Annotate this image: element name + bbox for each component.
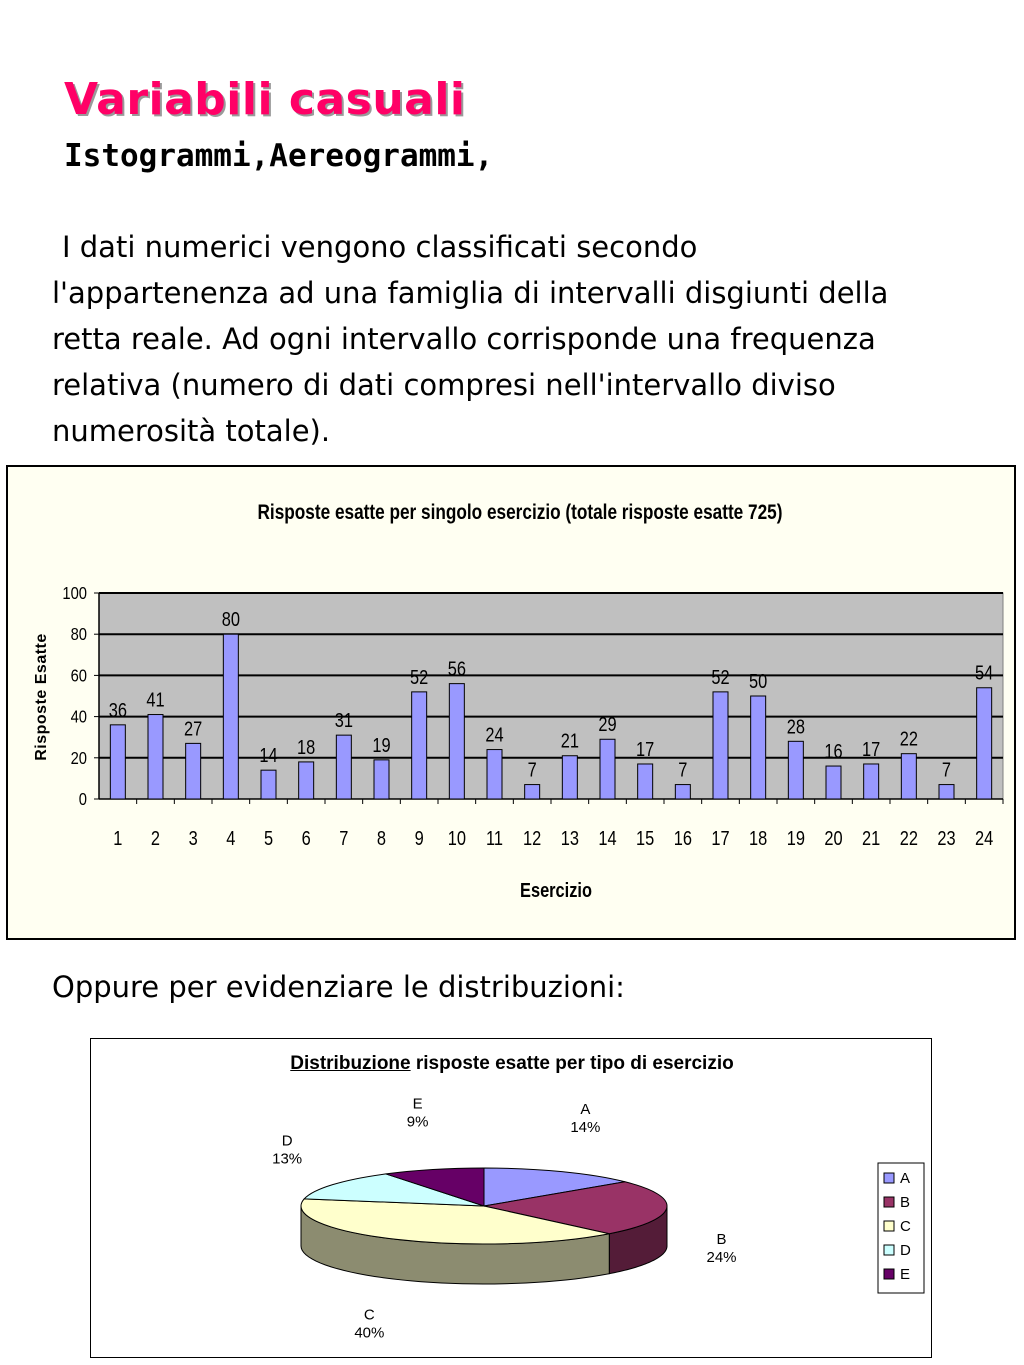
bar (299, 762, 314, 799)
bar (487, 750, 502, 799)
bar (864, 764, 879, 799)
intro-line: retta reale. Ad ogni intervallo corrisponde una frequenza (52, 322, 876, 356)
bar-data-label: 80 (221, 607, 240, 631)
pie-slice-percent: 9% (406, 1113, 429, 1131)
pie-slice-label: C (363, 1306, 375, 1324)
bar (412, 692, 427, 799)
bar (223, 634, 238, 799)
x-tick-label: 16 (673, 826, 692, 850)
bar-data-label: 18 (297, 735, 316, 759)
x-tick-label: 1 (113, 826, 123, 850)
intro-line: l'appartenenza ad una famiglia di intervalli disgiunti della (52, 276, 889, 310)
y-tick-label: 20 (70, 748, 87, 769)
bar-data-label: 24 (485, 722, 504, 746)
bar-data-label: 22 (899, 727, 918, 751)
legend-swatch (884, 1245, 894, 1255)
bar-data-label: 7 (941, 757, 952, 781)
bar (336, 735, 351, 799)
legend-label: E (900, 1266, 911, 1283)
bar-data-label: 17 (636, 737, 655, 761)
pie-slice-percent: 13% (272, 1150, 303, 1168)
pie-slice-label: E (412, 1095, 423, 1113)
bar (449, 684, 464, 799)
x-tick-label: 3 (188, 826, 198, 850)
bar (562, 756, 577, 799)
x-tick-label: 23 (937, 826, 956, 850)
x-tick-label: 5 (263, 826, 274, 850)
bar-data-label: 52 (410, 665, 429, 689)
bar (110, 725, 125, 799)
bar (977, 688, 992, 799)
legend-label: D (900, 1242, 911, 1259)
y-tick-label: 40 (70, 707, 87, 727)
bar (713, 692, 728, 799)
bar-data-label: 14 (259, 743, 278, 767)
pie-slice-percent: 24% (706, 1248, 737, 1266)
x-tick-label: 22 (899, 826, 918, 850)
x-tick-label: 12 (523, 826, 542, 850)
legend-swatch (884, 1221, 894, 1231)
x-tick-label: 14 (598, 826, 617, 850)
bar (939, 785, 954, 799)
intro-line: relativa (numero di dati compresi nell'intervallo diviso (52, 368, 836, 402)
bar-data-label: 27 (184, 716, 203, 740)
y-tick-label: 80 (70, 624, 87, 645)
x-tick-label: 9 (414, 826, 424, 850)
x-tick-label: 19 (786, 826, 805, 850)
bar-data-label: 21 (560, 729, 579, 753)
histogram-chart (6, 465, 1016, 940)
x-tick-label: 13 (560, 826, 579, 850)
bar (638, 764, 653, 799)
bar-data-label: 28 (786, 714, 805, 738)
y-tick-label: 0 (78, 789, 87, 810)
histogram-title: Risposte esatte per singolo esercizio (totale risposte esatte 725) (257, 501, 783, 525)
bar (525, 785, 540, 799)
histogram-plot-area (62, 584, 1003, 850)
y-tick-label: 100 (62, 583, 87, 604)
x-tick-label: 7 (339, 826, 349, 850)
x-tick-label: 17 (711, 826, 730, 850)
x-tick-label: 8 (376, 826, 387, 850)
pie-chart (90, 1038, 932, 1358)
legend-swatch (884, 1173, 894, 1183)
bar-data-label: 52 (711, 665, 730, 689)
histogram-svg (8, 467, 1018, 942)
bar (901, 754, 916, 799)
y-tick-label: 60 (70, 666, 87, 686)
bar-data-label: 7 (527, 757, 537, 781)
histogram-x-axis-label: Esercizio (520, 878, 592, 902)
bar-data-label: 19 (372, 733, 391, 757)
pie-slice-percent: 14% (570, 1118, 601, 1136)
bar (148, 715, 163, 799)
x-tick-label: 11 (485, 826, 504, 850)
bar-data-label: 16 (824, 739, 843, 763)
bar-data-label: 50 (749, 669, 768, 693)
pie-svg (91, 1039, 933, 1359)
legend-label: C (900, 1218, 911, 1235)
intro-line: numerosità totale). (52, 414, 331, 448)
legend-swatch (884, 1197, 894, 1207)
pie-title-underlined: Distribuzione (290, 1053, 411, 1074)
bar-data-label: 36 (108, 698, 127, 722)
transition-text: Oppure per evidenziare le distribuzioni: (52, 970, 625, 1004)
bar-data-label: 56 (447, 657, 466, 681)
pie-legend (878, 1163, 924, 1293)
x-tick-label: 6 (301, 826, 311, 850)
bar (261, 770, 276, 799)
bar-data-label: 41 (146, 687, 165, 711)
bar (186, 743, 201, 799)
pie-slice-label: D (281, 1132, 293, 1150)
bar (675, 785, 690, 799)
histogram-y-axis-label: Risposte Esatte (33, 633, 50, 761)
bar-data-label: 54 (975, 661, 994, 685)
legend-label: B (900, 1194, 911, 1211)
pie-slice-label: A (580, 1100, 591, 1118)
pie-slice-label: B (716, 1230, 727, 1248)
x-tick-label: 20 (824, 826, 843, 850)
bar (600, 739, 615, 799)
pie-slices (301, 1168, 667, 1284)
bar-data-label: 31 (334, 708, 353, 732)
x-tick-label: 24 (975, 826, 994, 850)
bar-data-label: 17 (862, 737, 881, 761)
x-tick-label: 2 (150, 826, 161, 850)
bar (751, 696, 766, 799)
intro-paragraph (52, 224, 992, 454)
x-tick-label: 21 (862, 826, 881, 850)
bar (788, 741, 803, 799)
legend-label: A (900, 1170, 911, 1187)
slide-subtitle: Istogrammi,Aereogrammi, (64, 138, 494, 174)
pie-title-rest: risposte esatte per tipo di esercizio (410, 1053, 734, 1074)
x-tick-label: 18 (749, 826, 768, 850)
bar-data-label: 29 (598, 712, 617, 736)
bar (374, 760, 389, 799)
intro-line: I dati numerici vengono classificati secondo (62, 230, 698, 264)
pie-slice-percent: 40% (354, 1324, 385, 1342)
bar (826, 766, 841, 799)
x-tick-label: 4 (226, 826, 236, 850)
bar-data-label: 7 (678, 757, 688, 781)
slide-title: Variabili casuali (64, 74, 466, 125)
x-tick-label: 15 (636, 826, 655, 850)
legend-swatch (884, 1269, 894, 1279)
x-tick-label: 10 (447, 826, 466, 850)
